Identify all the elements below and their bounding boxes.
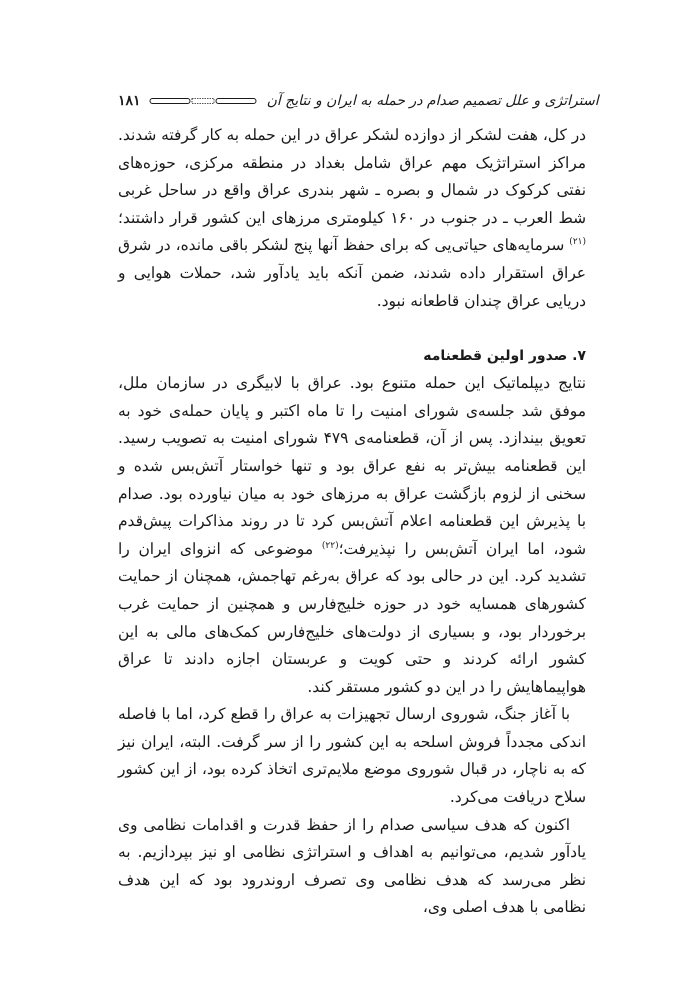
running-title: استراتژی و علل تصمیم صدام در حمله به ایران و نتایج آن bbox=[266, 93, 599, 109]
footnote-ref-21: (۲۱) bbox=[569, 237, 586, 248]
paragraph-1: در کل، هفت لشکر از دوازده لشکر عراق در این حمله به کار گرفته شدند. مراکز استراتژیک مهم عراق شامل بغداد در منطقه مرکزی، حوزه‌های نفتی کرکوک در شمال و بصره ـ شهر بندری عراق واقع در ساحل غربی شط العرب ـ در جنوب در ۱۶۰ کیلومتری مرزهای این کشور قرار داشتند؛$^{(۲۱)}$ سرمایه‌های حیاتی‌یی که برای حفظ آنها پنج لشکر باقی مانده، در شرق عراق استقرار داده شدند، ضمن آنکه باید یادآور شد، حملات هوایی و دریایی عراق چندان قاطعانه نبود. bbox=[118, 126, 586, 310]
footnote-ref-22: (۲۲) bbox=[321, 540, 339, 551]
section-heading: ۷. صدور اولین قطعنامه bbox=[423, 348, 586, 365]
page-body bbox=[118, 122, 586, 922]
paragraph-4: اکنون که هدف سیاسی صدام را از حفظ قدرت و اقدامات نظامی وی یادآور شدیم، می‌توانیم به اهداف و استراتژی نظامی او نیز بپردازیم. به نظر می‌رسد که هدف نظامی وی تصرف اروندرود بود که این هدف نظامی با هدف اصلی وی، bbox=[118, 815, 586, 917]
paragraph-3: با آغاز جنگ، شوروی ارسال تجهیزات به عراق را قطع کرد، اما با فاصله اندکی مجدداً فروش اسلحه به این کشور را از سر گرفت. البته، ایران نیز که به ناچار، در قبال شوروی موضع ملایم‌تری اتخاذ کرده بود، از این کشور سلاح دریافت می‌کرد. bbox=[118, 705, 586, 807]
header-ornament-icon bbox=[149, 96, 257, 106]
page-number: ۱۸۱ bbox=[118, 93, 141, 109]
paragraph-2: نتایج دیپلماتیک این حمله متنوع بود. عراق با لابیگری در سازمان ملل، موفق شد جلسه‌ی شورای امنیت را تا ماه اکتبر و پایان حمله‌ی خود به تعویق بیندازد. پس از آن، قطعنامه‌ی ۴۷۹ شورای امنیت به تصویب رسید. این قطعنامه بیش‌تر به نفع عراق بود و تنها خواستار آتش‌بس شده و سخنی از لزوم بازگشت عراق به مرزهای خود به میان نیاورده بود. صدام با پذیرش این قطعنامه اعلام آتش‌بس کرد تا در روند مذاکرات پیش‌قدم شود، اما ایران آتش‌بس را نپذیرفت؛$^{(۲۲)}$ موضوعی که انزوای ایران را تشدید کرد. این در حالی بود که عراق به‌رغم تهاجمش، همچنان از حمایت کشورهای همسایه خود در حوزه خلیج‌فارس و همچنین از حمایت غرب برخوردار بود، و بسیاری از دولت‌های خلیج‌فارس کمک‌های مالی به این کشور ارائه کردند و حتی کویت و عربستان اجازه دادند تا عراق هواپیماهایش را در این دو کشور مستقر کند. bbox=[118, 374, 586, 696]
page-header bbox=[118, 88, 599, 114]
